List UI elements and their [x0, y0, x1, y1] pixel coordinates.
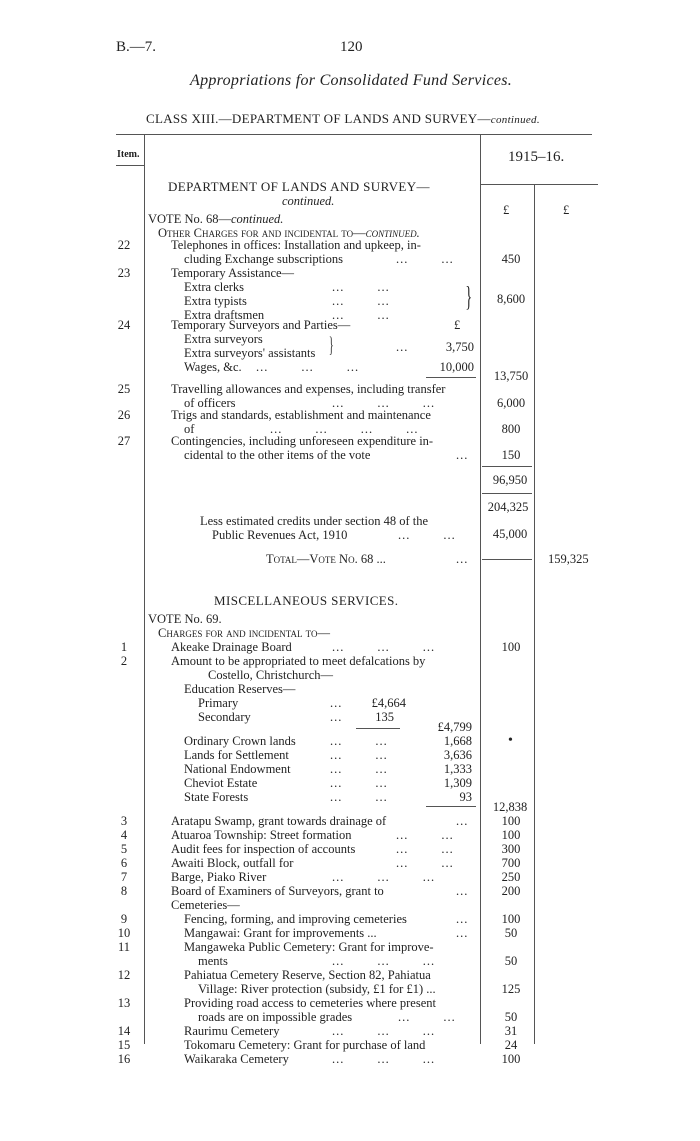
item-text: Audit fees for inspection of accounts [171, 842, 356, 856]
item-amount: 100 [501, 814, 521, 828]
sub-amount: £4,664 [371, 696, 406, 710]
vote-69-label: VOTE No. 69. [148, 612, 222, 626]
sub-item-text: Extra draftsmen [184, 308, 265, 322]
sub-heading: Cemeteries— [171, 898, 240, 912]
leader-dots: ... ... [330, 776, 388, 790]
item-text: Akeake Drainage Board [171, 640, 292, 654]
item-amount: 150 [501, 448, 521, 462]
reserve-name: Cheviot Estate [184, 776, 258, 790]
item-amount: 450 [501, 252, 521, 266]
leader-dots: ... ... ... [256, 360, 360, 374]
item-number: 26 [117, 408, 131, 422]
leader-dots: ... ... [330, 762, 388, 776]
pound-sign-col1: £ [503, 203, 510, 217]
right-brace: } [465, 282, 473, 313]
leader-dots: ... ... [398, 528, 456, 542]
reserve-name: Ordinary Crown lands [184, 734, 296, 748]
leader-dots: ... ... ... [332, 1024, 436, 1038]
leader-dots: ... ... [396, 828, 454, 842]
reserve-amount: 3,636 [443, 748, 472, 762]
reserve-amount: 93 [459, 790, 472, 804]
item-text: Aratapu Swamp, grant towards drainage of [171, 814, 387, 828]
item-text: Trigs and standards, establishment and maintenance [171, 408, 431, 422]
less-credits-amount: 45,000 [492, 527, 528, 541]
item-number: 23 [117, 266, 131, 280]
dept-heading: DEPARTMENT OF LANDS AND SURVEY— [168, 179, 430, 194]
leader-dots: ... ... ... [332, 870, 436, 884]
leader-dots: ... ... ... [332, 640, 436, 654]
sub-item-text: Extra surveyors [184, 332, 263, 346]
leader-dots: ... [456, 884, 469, 898]
item-amount: 800 [501, 422, 521, 436]
sum-rule [356, 728, 400, 729]
document-ref: B.—7. [116, 39, 157, 55]
class-heading: CLASS XIII.—DEPARTMENT OF LANDS AND SURVEY—continued. [146, 111, 540, 126]
reserve-name: Lands for Settlement [184, 748, 289, 762]
item-number: 10 [117, 926, 131, 940]
pound-sign-col2: £ [563, 203, 570, 217]
sub-item-text: Extra surveyors' assistants [184, 346, 316, 360]
item-number: 6 [120, 856, 128, 870]
sub-item-text: Extra typists [184, 294, 247, 308]
leader-dots: ... ... [330, 748, 388, 762]
item-text: Village: River protection (subsidy, £1 for £1) ... [198, 982, 436, 996]
item-number: 14 [117, 1024, 131, 1038]
item-text: ments [198, 954, 228, 968]
item-text: Waikaraka Cemetery [184, 1052, 289, 1066]
sub-item-text: Wages, &c. [184, 360, 242, 374]
sub-amount: 135 [375, 710, 394, 724]
item-text: Pahiatua Cemetery Reserve, Section 82, Pahiatua [184, 968, 431, 982]
vote-total-label: Total—Vote No. 68 ... [266, 552, 386, 566]
item-number: 11 [117, 940, 131, 954]
item-number: 1 [120, 640, 128, 654]
item-label-rule [116, 165, 144, 166]
item-amount: 100 [501, 640, 521, 654]
item-text: Mangaweka Public Cemetery: Grant for improve- [184, 940, 434, 954]
leader-dots: ... ... [330, 790, 388, 804]
less-credits-text: Public Revenues Act, 1910 [212, 528, 348, 542]
item-number: 9 [120, 912, 128, 926]
leader-dots: ... ... ... ... [270, 422, 419, 436]
leader-dots: ... [396, 340, 409, 354]
item-text: Costello, Christchurch— [208, 668, 333, 682]
pound-sign: £ [454, 318, 461, 332]
leader-dots: ... ... ... [332, 396, 436, 410]
item-amount: 12,838 [492, 800, 528, 814]
item-number: 5 [120, 842, 128, 856]
less-credits-text: Less estimated credits under section 48 of the [200, 514, 429, 528]
item-text: Board of Examiners of Surveyors, grant to [171, 884, 384, 898]
item-amount: 100 [501, 1052, 521, 1066]
sub-amount: 3,750 [445, 340, 474, 354]
misc-heading: MISCELLANEOUS SERVICES. [214, 593, 399, 608]
item-amount: 300 [501, 842, 521, 856]
item-text: Temporary Assistance— [171, 266, 295, 280]
item-amount: 200 [501, 884, 521, 898]
charges-heading: Other Charges for and incidental to—continued. [158, 226, 420, 240]
page-number: 120 [340, 39, 363, 55]
item-amount: 100 [501, 912, 521, 926]
item-amount: 50 [504, 926, 518, 940]
total-rule [482, 559, 532, 560]
item-amount: 125 [501, 982, 521, 996]
item-text: Temporary Surveyors and Parties— [171, 318, 351, 332]
year-rule [480, 184, 598, 185]
item-number: 4 [120, 828, 128, 842]
item-text: Fencing, forming, and improving cemeteries [184, 912, 407, 926]
item-amount: 24 [504, 1038, 518, 1052]
item-number: 2 [120, 654, 128, 668]
item-text: Raurimu Cemetery [184, 1024, 280, 1038]
item-text: Providing road access to cemeteries where present [184, 996, 436, 1010]
item-text: of officers [184, 396, 236, 410]
item-text: Amount to be appropriated to meet defalcations by [171, 654, 426, 668]
sub-item-text: Primary [198, 696, 239, 710]
reserve-amount: 1,668 [443, 734, 472, 748]
reserve-amount: 1,333 [443, 762, 472, 776]
leader-dots: ... ... [396, 856, 454, 870]
vote-68-label: VOTE No. 68—continued. [148, 212, 284, 226]
leader-dots: ... ... [396, 842, 454, 856]
sub-heading: Education Reserves— [184, 682, 296, 696]
item-text: roads are on impossible grades [198, 1010, 353, 1024]
subtotal-amount: 96,950 [492, 473, 528, 487]
item-text: Mangawai: Grant for improvements ... [184, 926, 377, 940]
reserve-amount: 1,309 [443, 776, 472, 790]
item-amount: 100 [501, 828, 521, 842]
leader-dots: ... [456, 448, 469, 462]
sub-total-amount: £4,799 [437, 720, 472, 734]
bullet-mark: • [508, 733, 513, 748]
amount-column-rule [480, 134, 481, 1044]
item-number: 27 [117, 434, 131, 448]
item-number: 8 [120, 884, 128, 898]
sub-item-text: Extra clerks [184, 280, 245, 294]
leader-dots: ... ... [332, 294, 390, 308]
gross-amount: 204,325 [487, 500, 529, 514]
subtotal-rule [482, 466, 532, 467]
item-number: 24 [117, 318, 131, 332]
leader-dots: ... ... ... [332, 954, 436, 968]
item-column-label: Item. [117, 149, 140, 160]
item-amount: 31 [504, 1024, 518, 1038]
item-text: Travelling allowances and expenses, including transfer [171, 382, 446, 396]
item-number: 15 [117, 1038, 131, 1052]
leader-dots: ... [456, 814, 469, 828]
sum-rule [426, 377, 476, 378]
item-amount: 13,750 [493, 369, 529, 383]
item-amount: 6,000 [496, 396, 526, 410]
item-amount: 50 [504, 1010, 518, 1024]
leader-dots: ... ... [396, 252, 454, 266]
item-number: 25 [117, 382, 131, 396]
item-text: Tokomaru Cemetery: Grant for purchase of land [184, 1038, 426, 1052]
page-title: Appropriations for Consolidated Fund Services. [190, 72, 513, 89]
item-text: Awaiti Block, outfall for [171, 856, 294, 870]
leader-dots: ... ... [332, 308, 390, 322]
leader-dots: ... [456, 552, 469, 566]
sub-amount: 10,000 [439, 360, 474, 374]
sub-item-text: Secondary [198, 710, 251, 724]
leader-dots: ... [330, 710, 343, 724]
item-amount: 8,600 [496, 292, 526, 306]
item-amount: 700 [501, 856, 521, 870]
item-number: 22 [117, 238, 131, 252]
leader-dots: ... ... [330, 734, 388, 748]
item-number: 13 [117, 996, 131, 1010]
item-amount: 250 [501, 870, 521, 884]
reserve-name: State Forests [184, 790, 249, 804]
right-brace: } [328, 332, 334, 357]
charges-heading: Charges for and incidental to— [158, 626, 330, 640]
dept-heading-continued: continued. [282, 194, 335, 208]
leader-dots: ... [330, 696, 343, 710]
vote-total-amount: 159,325 [548, 552, 589, 566]
item-number: 3 [120, 814, 128, 828]
reserve-name: National Endowment [184, 762, 291, 776]
item-number: 16 [117, 1052, 131, 1066]
leader-dots: ... [456, 912, 469, 926]
header-rule [116, 134, 592, 135]
item-text: Telephones in offices: Installation and upkeep, in- [171, 238, 421, 252]
leader-dots: ... ... [332, 280, 390, 294]
subtotal-rule [482, 493, 532, 494]
item-text: Barge, Piako River [171, 870, 267, 884]
sum-rule [426, 806, 476, 807]
item-column-rule [144, 134, 145, 1044]
leader-dots: ... ... ... [332, 1052, 436, 1066]
leader-dots: ... [456, 926, 469, 940]
year-heading: 1915–16. [508, 149, 565, 165]
item-text: Contingencies, including unforeseen expenditure in- [171, 434, 434, 448]
item-text: cidental to the other items of the vote [184, 448, 371, 462]
item-number: 7 [120, 870, 128, 884]
leader-dots: ... ... [398, 1010, 456, 1024]
item-text: cluding Exchange subscriptions [184, 252, 343, 266]
item-amount: 50 [504, 954, 518, 968]
item-text: of [184, 422, 195, 436]
item-text: Atuaroa Township: Street formation [171, 828, 352, 842]
item-number: 12 [117, 968, 131, 982]
